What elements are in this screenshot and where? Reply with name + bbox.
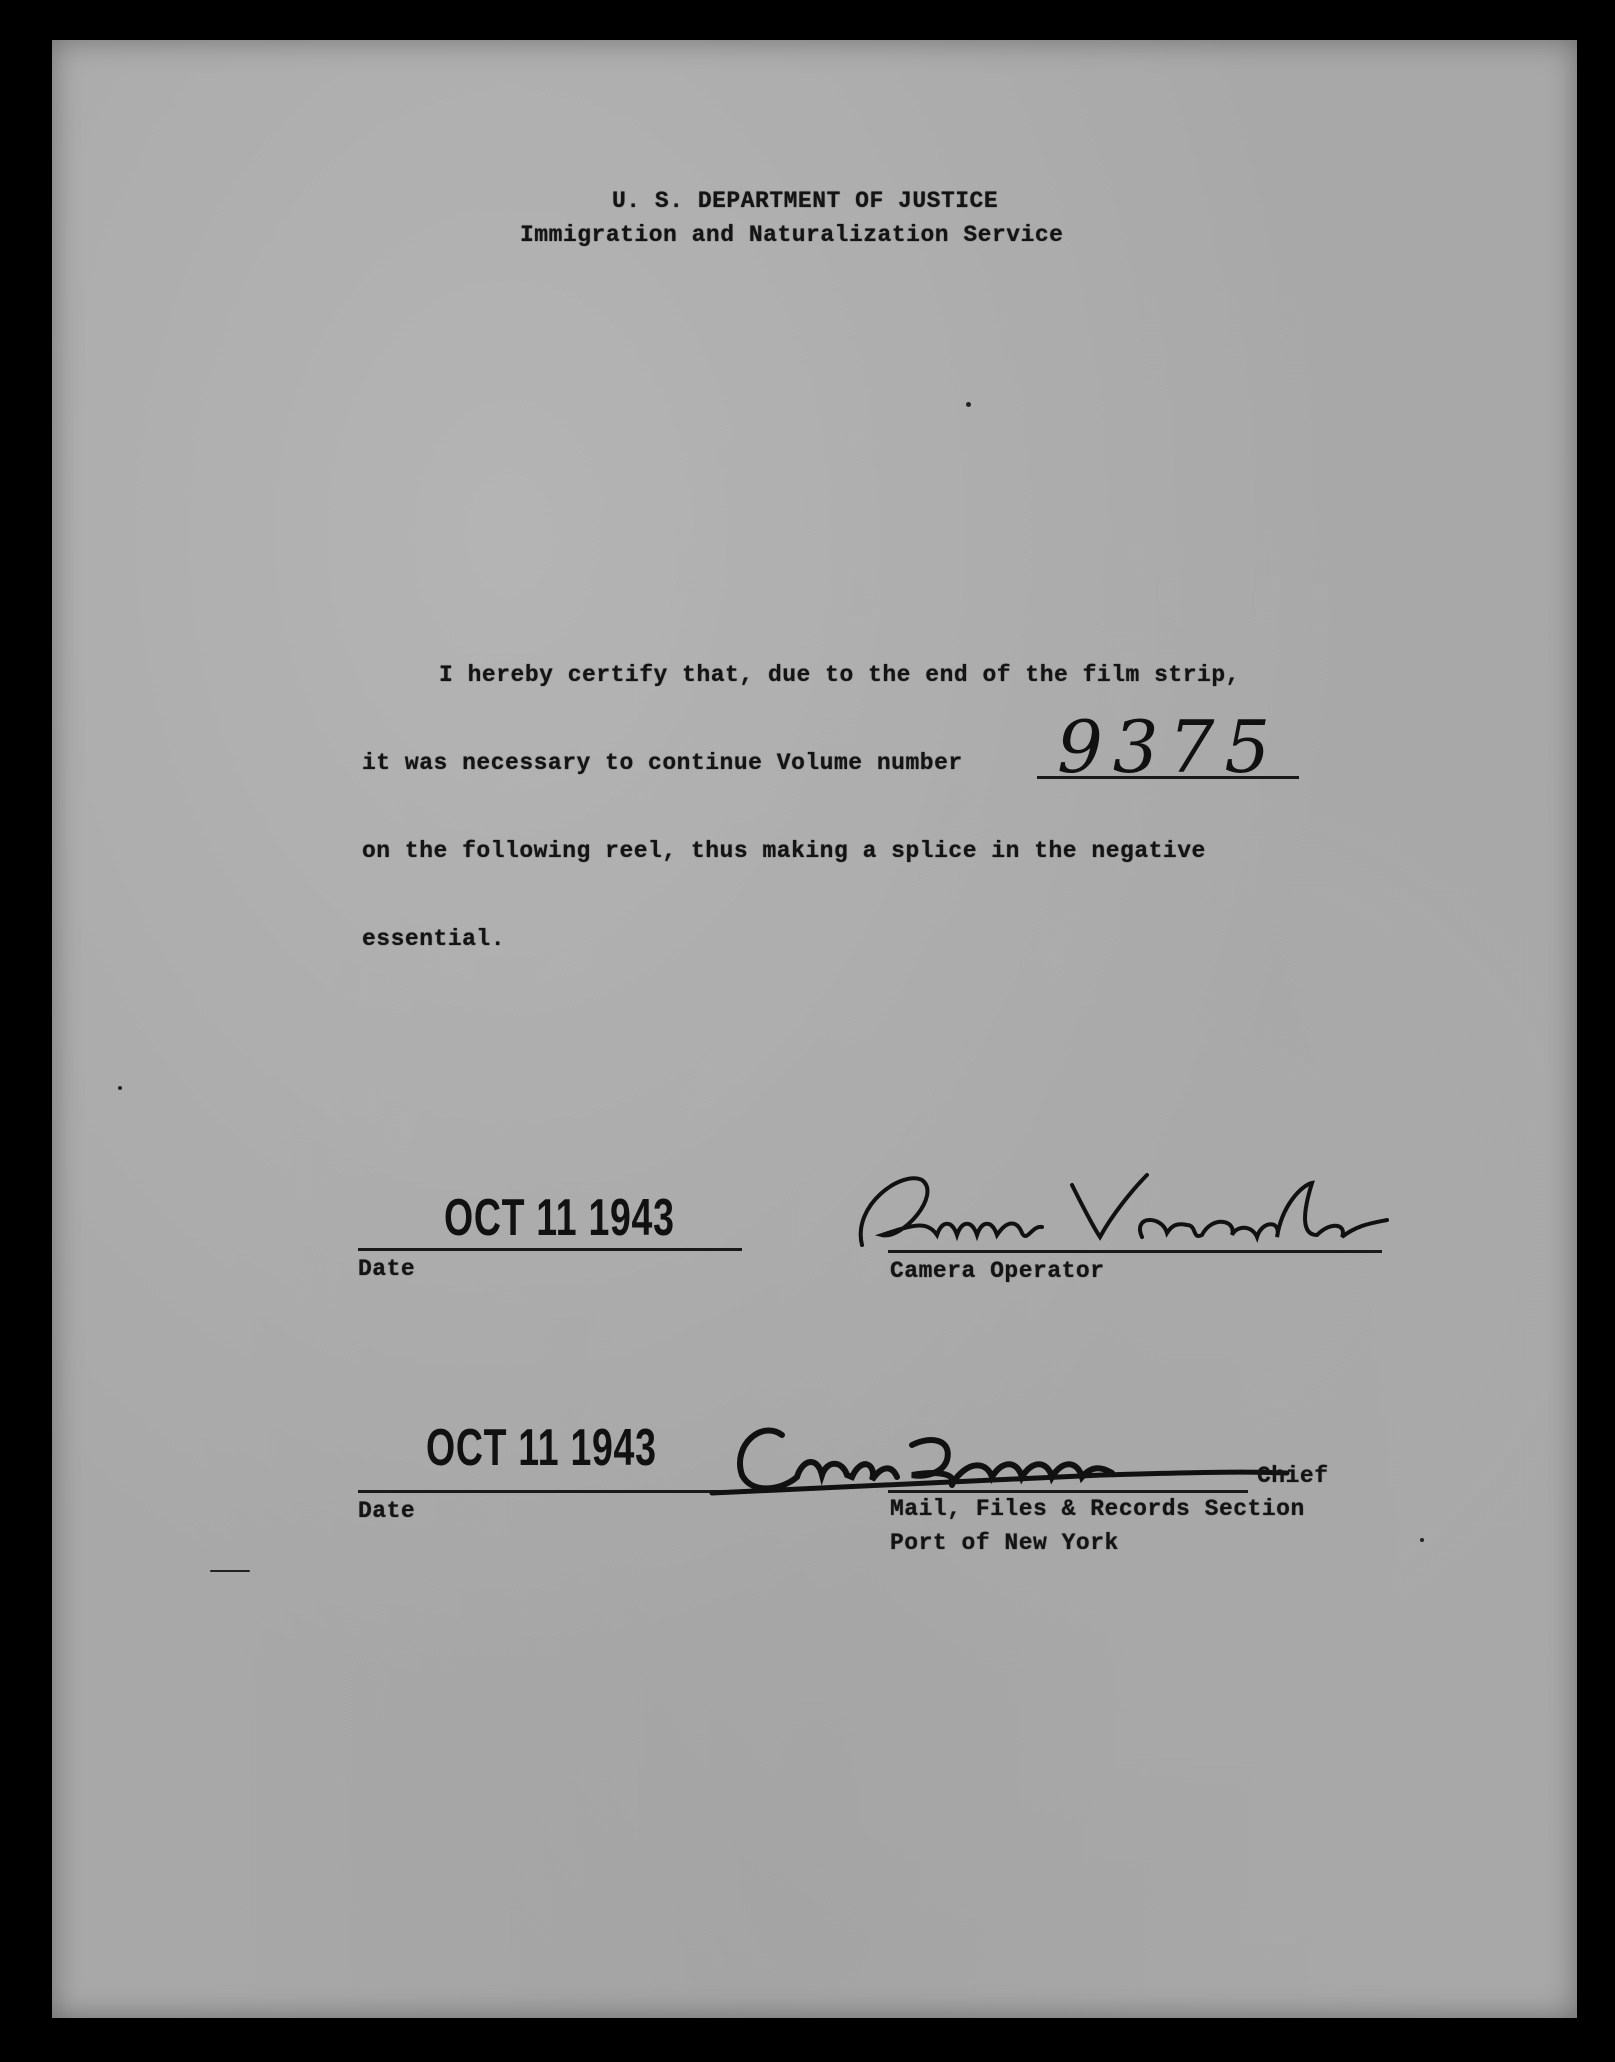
- date-line-2: [358, 1490, 742, 1493]
- camera-operator-line: [888, 1250, 1382, 1253]
- scan-speck: [210, 1570, 250, 1572]
- section-label: [890, 1496, 1305, 1522]
- chief-signature-line: [888, 1490, 1248, 1493]
- port-label: Port of New York: [890, 1530, 1119, 1556]
- date-line-1: [358, 1248, 742, 1251]
- certification-line-1: I hereby certify that, due to the end of the film strip,: [439, 662, 1240, 688]
- department-heading: U. S. DEPARTMENT OF JUSTICE: [612, 188, 999, 214]
- section-label-text: Mail, Files & Records Section: [890, 1496, 1305, 1522]
- document-sheet: [52, 40, 1577, 2018]
- camera-operator-signature: [842, 1165, 1402, 1260]
- scan-speck: [1420, 1538, 1424, 1542]
- volume-number: 9375: [1057, 705, 1281, 789]
- chief-label: Chief: [1257, 1463, 1329, 1489]
- date-label-2: Date: [358, 1498, 416, 1524]
- date-label-1: Date: [358, 1256, 416, 1282]
- certification-line-2: it was necessary to continue Volume number: [362, 750, 963, 776]
- certification-line-4: essential.: [362, 926, 506, 952]
- camera-operator-label: Camera Operator: [890, 1258, 1105, 1284]
- date-stamp-2: OCT 11 1943: [426, 1419, 657, 1477]
- date-stamp-1: OCT 11 1943: [444, 1189, 675, 1247]
- service-heading: Immigration and Naturalization Service: [520, 222, 1064, 248]
- scan-speck: [966, 402, 971, 407]
- scan-speck: [118, 1086, 122, 1090]
- certification-line-3: on the following reel, thus making a splice in the negative: [362, 838, 1206, 864]
- sheet-edge-shadow: [52, 40, 1577, 2018]
